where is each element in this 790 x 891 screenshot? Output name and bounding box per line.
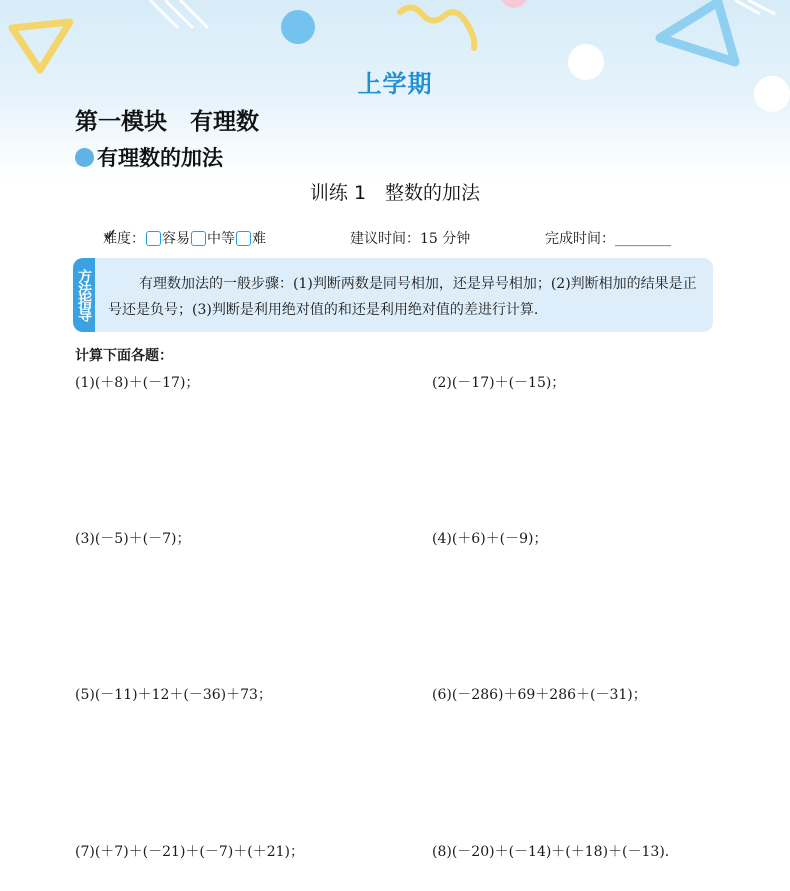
method-guide-text: 有理数加法的一般步骤：(1)判断两数是同号相加，还是异号相加；(2)判断相加的结果是正号还是负号；(3)判断是利用绝对值的和还是利用绝对值的差进行计算.	[108, 276, 697, 318]
training-title: 训练 1 整数的加法	[309, 182, 481, 204]
problem-5: (5)(－11)＋12＋(－36)＋73；	[75, 687, 272, 703]
finish-time: 完成时间：________	[545, 231, 671, 247]
problem-7: (7)(＋7)＋(－21)＋(－7)＋(＋21)；	[75, 844, 304, 860]
section-title	[75, 142, 223, 172]
suggested-time: 建议时间：15 分钟	[350, 231, 471, 247]
section-title-text: 有理数的加法	[97, 146, 223, 170]
problem-3: (3)(－5)＋(－7)；	[75, 531, 191, 547]
problem-4: (4)(＋6)＋(－9)；	[432, 531, 548, 547]
difficulty-easy-checkbox[interactable]	[146, 231, 161, 246]
problem-2: (2)(－17)＋(－15)；	[432, 375, 566, 391]
difficulty-group	[103, 228, 266, 248]
difficulty-medium-checkbox[interactable]	[191, 231, 206, 246]
problem-8: (8)(－20)＋(－14)＋(＋18)＋(－13).	[432, 844, 670, 860]
difficulty-medium-label: 中等	[207, 231, 235, 247]
instruction: 计算下面各题：	[75, 348, 173, 364]
difficulty-easy-label: 容易	[162, 231, 190, 247]
difficulty-hard-label: 难	[252, 231, 266, 247]
section-bullet-icon	[75, 148, 94, 167]
method-guide-tag-text: 方法指导	[76, 269, 92, 321]
difficulty-label: 难度：	[103, 231, 145, 247]
method-guide-box	[73, 258, 713, 332]
checkmark-icon	[103, 228, 116, 241]
problem-1: (1)(＋8)＋(－17)；	[75, 375, 200, 391]
difficulty-hard-checkbox[interactable]	[236, 231, 251, 246]
method-guide-tag	[73, 258, 95, 332]
problem-6: (6)(－286)＋69＋286＋(－31)；	[432, 687, 647, 703]
semester-title: 上学期	[357, 70, 433, 98]
module-title: 第一模块 有理数	[75, 108, 259, 135]
meta-row	[0, 228, 790, 248]
